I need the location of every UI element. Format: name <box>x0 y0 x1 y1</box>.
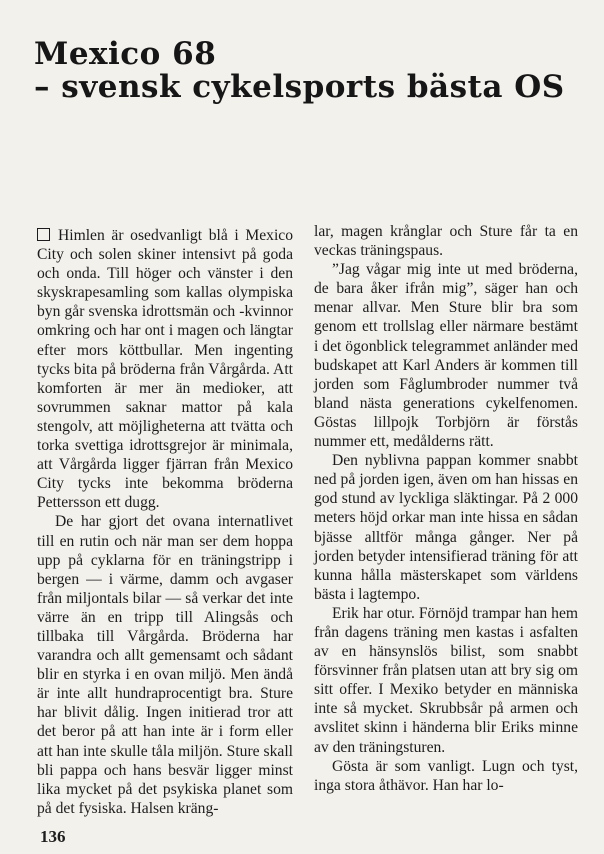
left-column <box>37 226 293 818</box>
right-paragraph-3: Den nyblivna pappan kommer snabbt ned på jorden igen, även om han hissas en god stund av lyckliga släktingar. På 2 000 meters höjd orkar man inte hissa en sådan bjässe alltför många gånger. Ner på jorden betyder intensifierad träning för att kunna hålla mästerskapet som världens bästa i lagtempo. <box>314 452 578 603</box>
article-title <box>34 38 594 104</box>
square-bullet-icon <box>37 228 50 241</box>
right-column <box>314 222 578 795</box>
right-paragraph-1: lar, magen krånglar och Sture får ta en veckas träningspaus. <box>314 223 578 260</box>
right-paragraph-2: ”Jag vågar mig inte ut med bröderna, de bara åker ifrån mig”, säger han och menar allvar. Men Sture blir bra som genom ett trollslag eller närmare bestämt i det ögonblick telegrammet anländer med budskapet att Karl Anders är kommen till jorden som Fåglumbroder nummer två bland nästa generations cykelfenomen. Göstas lillpojk Torbjörn är förstås nummer ett, medålderns rätt. <box>314 261 578 451</box>
left-paragraph-2: De har gjort det ovana internatlivet till en rutin och när man ser dem hoppa upp på cyklarna för en träningstripp i bergen — i värme, damm och avgaser från miljontals bilar — så verkar det inte värre än en tripp till Alingsås och tillbaka till Vårgårda. Bröderna har varandra och allt gemensamt och sådant blir en styrka i en ovan miljö. Men ändå är inte allt hundraprocentigt bra. Sture har blivit dålig. Ingen initierad tror att det beror på att han inte är i form eller att han inte skulle tåla miljön. Sture skall bli pappa och hans besvär ligger minst lika mycket på det psykiska planet som på det fysiska. Halsen kräng- <box>37 513 293 817</box>
left-paragraph-1: Himlen är osedvanligt blå i Mexico City och solen skiner intensivt på goda och onda. Till höger och vänster i den skyskrapesamling som kallas olympiska byn går svenska idrottsmän och -kvinnor omkring och har ont i magen och längtar efter mors köttbullar. Men ingenting tycks bita på bröderna från Vårgårda. Att komforten är mer än medioker, att sovrummen saknar mattor på kala stengolv, att möjligheterna att tvätta och torka svettiga idrottsgrejor är minimala, att Vårgårda ligger fjärran från Mexico City tycks inte bekomma bröderna Pettersson ett dugg. <box>37 227 293 512</box>
right-paragraph-4: Erik har otur. Förnöjd trampar han hem från dagens träning men kastas i asfalten av en hänsynslös bilist, som snabbt försvinner från platsen utan att bry sig om sitt offer. I Mexiko betyder en människa inte så mycket. Skrubbsår på armen och avslitet skinn i händerna blir Eriks minne av den träningsturen. <box>314 604 578 756</box>
title-line-2: – svensk cykelsports bästa OS <box>34 69 565 105</box>
page-number: 136 <box>40 827 66 846</box>
title-line-1: Mexico 68 <box>34 36 217 72</box>
right-paragraph-5: Gösta är som vanligt. Lugn och tyst, inga stora åthävor. Han har lo- <box>314 757 578 794</box>
